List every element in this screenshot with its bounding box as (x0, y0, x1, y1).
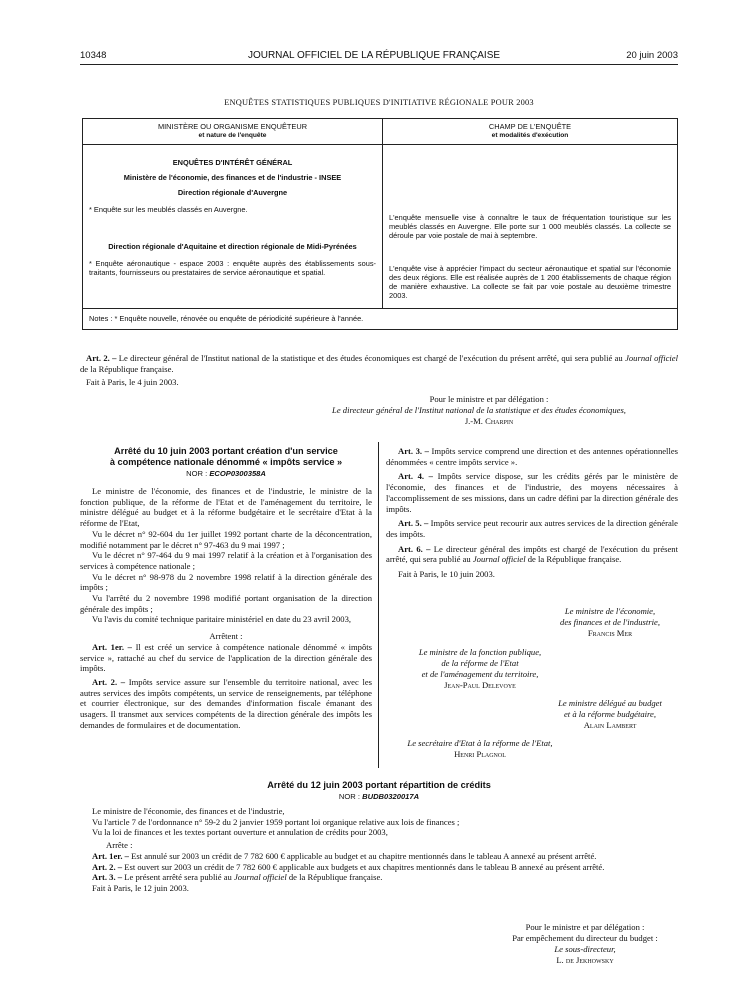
arrete1-title-2: à compétence nationale dénommé « impôts service » (109, 457, 343, 467)
table-title: ENQUÊTES STATISTIQUES PUBLIQUES D'INITIATIVE RÉGIONALE POUR 2003 (224, 98, 534, 107)
fait-1: Fait à Paris, le 4 juin 2003. (86, 377, 179, 387)
sig-lambert-name: Alain Lambert (583, 720, 637, 730)
arrete2-p3: Vu la loi de finances et les textes portant ouverture et annulation de crédits pour 2003, (92, 827, 388, 838)
arrete1-nor: NOR : ECOP0300358A (186, 469, 266, 478)
arrete1-right-body (386, 446, 678, 580)
arrete2-fait: Fait à Paris, le 12 juin 2003. (92, 882, 189, 893)
section-title: ENQUÊTES D'INTÉRÊT GÉNÉRAL (172, 158, 293, 167)
journal-title: JOURNAL OFFICIEL DE LA RÉPUBLIQUE FRANÇAISE (247, 50, 501, 61)
arrete1-art4: Art. 4. – Impôts service dispose, sur les crédits gérés par le ministère de l'économie, des finances et de l'industrie, des moyens nécessaires à l'accomplissement de ses missions, dans un cadre défini par la direction générale des impôts. (386, 471, 678, 514)
arrete2-body (80, 806, 678, 894)
sig-delevoye-3: et de l'aménagement du territoire, (421, 669, 539, 679)
arrete2-p2: Vu l'article 7 de l'ordonnance n° 59-2 du 2 janvier 1959 portant loi organique relative aux lois de finances ; (92, 816, 460, 827)
sig-lambert-2: et à la réforme budgétaire, (563, 709, 657, 719)
arrete1-p1: Le ministre de l'économie, des finances et de l'industrie, le ministre de la fonction publique, de la réforme de l'Etat et de l'aménagement du territoire, le ministre délégué au budget et à la réforme budgétaire et le secrétaire d'Etat à la réforme de l'Etat, (80, 486, 372, 529)
arrete1-art3: Art. 3. – Impôts service comprend une direction et des antennes opérationnelles dénommées « centre impôts service ». (386, 446, 678, 467)
arrete1-arretent: Arrêtent : (209, 631, 243, 642)
scope-1: L'enquête mensuelle vise à connaître le taux de fréquentation touristique sur les meublés classés en Auvergne. Elle porte sur 1 000 meublés classés. La collecte se déroule par voie postale de mai à septembre. (389, 213, 671, 240)
arrete2-arrete: Arrête : (106, 840, 133, 851)
arrete1-art6: Art. 6. – Le directeur général des impôts est chargé de l'exécution du présent arrêté, qui sera publié au Journal officiel de la République française. (386, 543, 678, 565)
sig1-line1: Pour le ministre et par délégation : (429, 394, 549, 404)
arrete2-sig-2: Par empêchement du directeur du budget : (512, 933, 658, 943)
sig1-line2: Le directeur général de l'Institut national de la statistique et des études économiques, (332, 405, 626, 415)
arrete2-sig-1: Pour le ministre et par délégation : (525, 922, 645, 932)
arrete2-sig-name: L. de Jekhowsky (556, 955, 614, 965)
column-divider (378, 442, 379, 768)
sig-mer-name: Francis Mer (587, 628, 633, 638)
sig1-name: J.-M. Charpin (464, 416, 514, 426)
page-number: 10348 (80, 50, 107, 61)
arrete2-nor: NOR : BUDB0320017A (338, 792, 420, 801)
survey-table (82, 118, 678, 330)
arrete1-art1: Art. 1er. – Il est créé un service à compétence nationale dénommé « impôts service », rattaché au chef du service de l'application de la direction générale des impôts. (80, 641, 372, 674)
arrete2-sig-3: Le sous-directeur, (554, 944, 616, 954)
arrete1-art2: Art. 2. – Impôts service assure sur l'ensemble du territoire national, avec les autres services des impôts compétents, un service de renseignements, par téléphone et courrier électronique, sur des demandes d'information fiscale émanant des usagers. Il transmet aux services compétents de la direction générale des impôts les demandes de formulaires et de documentation. (80, 676, 372, 730)
sig-plagnol-name: Henri Plagnol (454, 749, 506, 759)
sig-mer-1: Le ministre de l'économie, (564, 606, 656, 616)
sig-delevoye-name: Jean-Paul Delevoye (444, 680, 516, 690)
sig-plagnol-1: Le secrétaire d'Etat à la réforme de l'Etat, (407, 738, 553, 748)
issue-date: 20 juin 2003 (626, 50, 678, 61)
header-rule (80, 64, 678, 65)
arrete2-art1: Art. 1er. – Est annulé sur 2003 un crédit de 7 782 600 € applicable au budget et au chapitre mentionnés dans le tableau A annexé au présent arrêté. (92, 850, 597, 861)
arrete1-p6: Vu l'avis du comité technique paritaire ministériel en date du 23 avril 2003, (92, 614, 352, 625)
sig-delevoye-1: Le ministre de la fonction publique, (418, 647, 542, 657)
sig-lambert-1: Le ministre délégué au budget (558, 698, 662, 708)
direction-aquitaine: Direction régionale d'Aquitaine et direction régionale de Midi-Pyrénées (108, 242, 357, 251)
arrete1-left-body (80, 486, 372, 730)
arrete2-art3: Art. 3. – Le présent arrêté sera publié au Journal officiel de la République française. (92, 872, 383, 883)
scope-2: L'enquête vise à apprécier l'impact du secteur aéronautique et spatial sur l'économie des deux régions. Elle est réalisée auprès de 1 200 établissements de chaque région de manière exhaustive. La collecte se fait par voie postale au deuxième trimestre 2003. (389, 264, 671, 300)
arrete1-p5: Vu l'arrêté du 2 novembre 1998 modifié portant organisation de la direction générale des impôts ; (80, 593, 372, 614)
direction-auvergne: Direction régionale d'Auvergne (177, 188, 288, 197)
arrete1-title-1: Arrêté du 10 juin 2003 portant création d'un service (114, 446, 338, 456)
sig-mer-2: des finances et de l'industrie, (560, 617, 660, 627)
survey-2: * Enquête aéronautique - espace 2003 : enquête auprès des établissements sous-traitants, fournisseurs ou prestataires de service aéronautique et spatial. (89, 259, 376, 277)
arrete1-p4: Vu le décret n° 98-978 du 2 novembre 1998 relatif à la direction générale des impôts ; (80, 571, 372, 593)
table-cell-surveys (83, 145, 383, 309)
art2-paragraph: Art. 2. – Le directeur général de l'Institut national de la statistique et des études économiques est chargé de l'exécution du présent arrêté, qui sera publié au Journal officiel de la République française. (80, 353, 678, 374)
ministry-name: Ministère de l'économie, des finances et de l'industrie - INSEE (123, 173, 342, 182)
table-notes: Notes : * Enquête nouvelle, rénovée ou enquête de périodicité supérieure à l'année. (83, 309, 678, 330)
table-head-2: CHAMP DE L'ENQUÊTE et modalités d'exécution (383, 119, 678, 145)
arrete2-p1: Le ministre de l'économie, des finances et de l'industrie, (92, 806, 285, 816)
arrete1-p2: Vu le décret n° 92-604 du 1er juillet 1992 portant charte de la déconcentration, modifié notamment par le décret n° 97-463 du 9 mai 1997 ; (80, 528, 372, 550)
sig-delevoye-2: de la réforme de l'Etat (441, 658, 519, 668)
arrete1-fait: Fait à Paris, le 10 juin 2003. (398, 569, 495, 580)
arrete2-art2: Art. 2. – Est ouvert sur 2003 un crédit de 7 782 600 € applicable aux budgets et aux chapitres mentionnés dans le tableau B annexé au présent arrêté. (92, 861, 605, 872)
table-head-1: MINISTÈRE OU ORGANISME ENQUÊTEUR et nature de l'enquête (83, 119, 383, 145)
arrete1-art5: Art. 5. – Impôts service peut recourir aux autres services de la direction générale des impôts. (386, 518, 678, 539)
survey-1: * Enquête sur les meublés classés en Auvergne. (89, 205, 248, 214)
arrete1-p3: Vu le décret n° 97-464 du 9 mai 1997 relatif à la création et à l'organisation des services à compétence nationale ; (80, 550, 372, 571)
table-cell-scope (383, 145, 678, 309)
arrete2-title: Arrêté du 12 juin 2003 portant répartition de crédits (267, 780, 491, 790)
